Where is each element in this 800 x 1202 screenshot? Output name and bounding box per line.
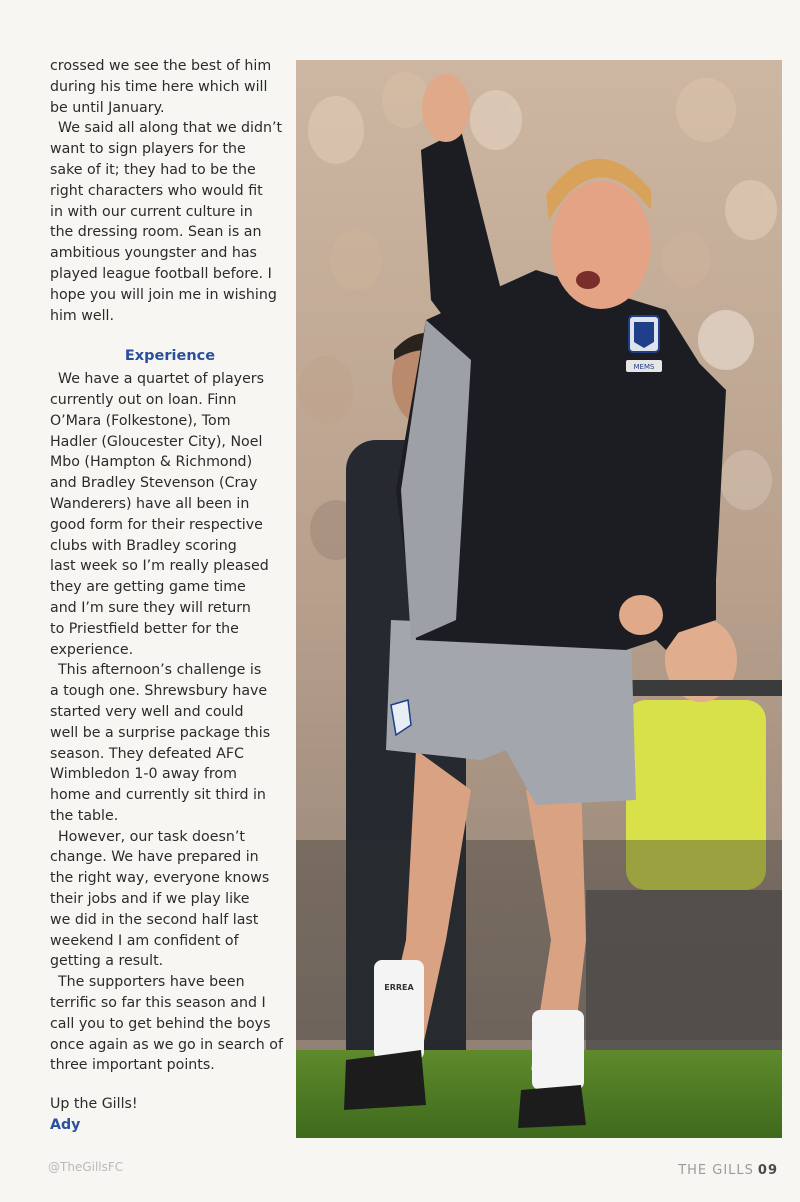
manager-photo <box>296 60 782 1138</box>
page-footer <box>678 1163 778 1178</box>
author-name: Ady <box>50 1117 81 1134</box>
social-handle: @TheGillsFC <box>48 1160 124 1174</box>
article-paragraph: The supporters have been terrific so far this season and I call you to get behind the boys once again as we go in search of three important points. <box>50 974 283 1074</box>
article-paragraph: However, our task doesn’t change. We have prepared in the right way, everyone knows their jobs and if we play like we did in the second half last weekend I am confident of getting a result. <box>50 828 270 970</box>
publication-name: THE GILLS <box>678 1163 754 1178</box>
article-intro: crossed we see the best of him during his time here which will be until January. <box>50 58 272 116</box>
page-number: 09 <box>757 1163 778 1178</box>
article-paragraph: We said all along that we didn’t want to sign players for the sake of it; they had to be the right characters who would fit in with our current culture in the dressing room. Sean is an ambitious youngster and has played league football before. I hope you will join me in wishing him well. <box>50 120 283 324</box>
signoff: Up the Gills! <box>50 1096 138 1113</box>
jacket-sponsor-text: MEMS <box>633 363 655 371</box>
section-heading: Experience <box>124 348 216 365</box>
sock-brand-text: ERREA <box>384 983 414 992</box>
article-paragraph: We have a quartet of players currently out on loan. Finn O’Mara (Folkestone), Tom Hadler (Gloucester City), Noel Mbo (Hampton & Richmond) and Bradley Stevenson (Cray Wanderers) have all been in good form for their respective clubs with Bradley scoring last week so I’m really pleased they are getting game time and I’m sure they will return to Priestfield better for the experience. <box>50 371 269 658</box>
article-column <box>50 56 290 1136</box>
article-paragraph: This afternoon’s challenge is a tough one. Shrewsbury have started very well and could well be a surprise package this season. They defeated AFC Wimbledon 1-0 away from home and currently sit third in the table. <box>50 662 271 824</box>
